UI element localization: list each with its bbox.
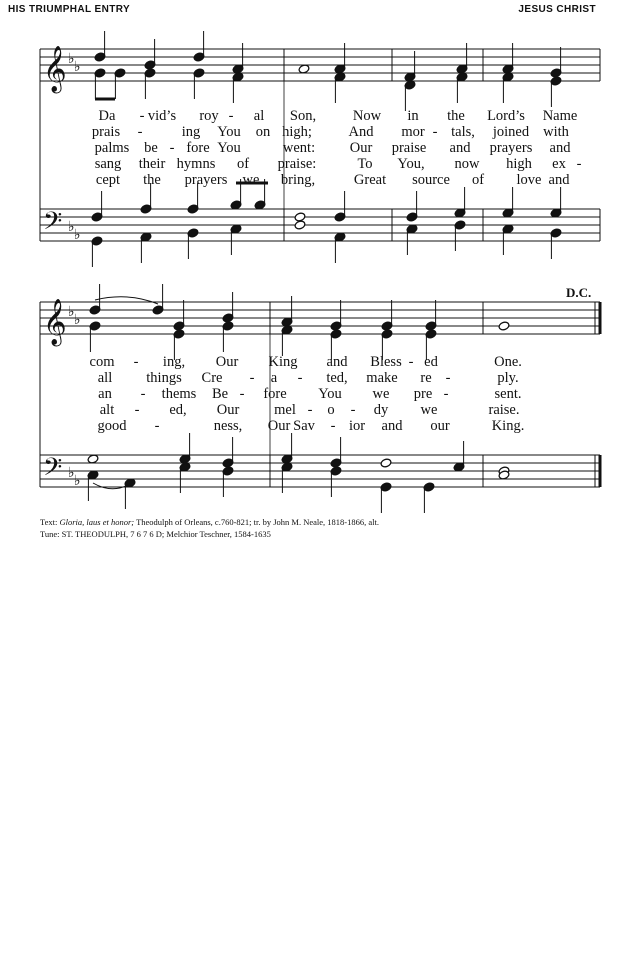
system2-verse3-syllable: pre <box>413 386 433 402</box>
system1-verse1-syllable: - <box>228 108 234 124</box>
bass-staff-2 <box>40 455 600 487</box>
treble-note <box>498 321 510 331</box>
system2-verse1-syllable: ed <box>424 354 438 370</box>
system1-verse5-syllable: we <box>242 172 260 188</box>
system2-verse5-syllable: ior <box>348 418 366 434</box>
system2-verse4-syllable: we <box>420 402 438 418</box>
system2-verse3-syllable: - <box>239 386 245 402</box>
key-signature-flat: ♭ <box>74 473 81 489</box>
system1-verse3-syllable: prayers <box>489 140 533 156</box>
system1-verse1-syllable: al <box>253 108 265 124</box>
system1-verse2-syllable: with <box>543 124 569 140</box>
system1-verse5-syllable: love <box>516 172 542 188</box>
system1-verse4-syllable: their <box>138 156 166 172</box>
system1-verse5-syllable: the <box>143 172 161 188</box>
system1-verse5-syllable: and <box>548 172 570 188</box>
key-signature-flat: ♭ <box>68 219 75 235</box>
bass-note <box>380 458 392 468</box>
system2-verse2-syllable: things <box>146 370 182 386</box>
bass-staff-1 <box>40 209 600 241</box>
treble-clef-2: 𝄞 <box>43 299 67 345</box>
treble-staff-2 <box>40 302 600 334</box>
treble-clef-1: 𝄞 <box>43 46 67 92</box>
system2-verse2-syllable: a <box>270 370 278 386</box>
system1-verse5-syllable: source <box>412 172 450 188</box>
system2-verse3-syllable: an <box>98 386 112 402</box>
dc-marking: D.C. <box>566 285 592 300</box>
key-signature-flat: ♭ <box>68 51 75 67</box>
system2-verse4-syllable: - <box>350 402 356 418</box>
system1-verse4-syllable: high <box>506 156 532 172</box>
tune-credit: Tune: ST. THEODULPH, 7 6 7 6 D; Melchior Teschner, 1584-1635 <box>40 529 271 539</box>
system1-verse5-syllable: cept <box>95 172 121 188</box>
key-signature-flat: ♭ <box>68 304 75 320</box>
system2-verse1-syllable: com <box>89 354 115 370</box>
system2-verse2-syllable: re <box>420 370 432 386</box>
system1-verse2-syllable: high; <box>282 124 312 140</box>
system2-verse4-syllable: ed, <box>169 402 187 418</box>
system1-verse3-syllable: You <box>217 140 241 156</box>
system2-verse1-syllable: - <box>408 354 414 370</box>
running-header-left: HIS TRIUMPHAL ENTRY <box>8 4 131 15</box>
system2-verse4-syllable: raise. <box>488 402 520 418</box>
system1-verse3-syllable: be <box>144 140 158 156</box>
system2-verse4-syllable: - <box>134 402 140 418</box>
system1-verse2-syllable: And <box>348 124 374 140</box>
system2-verse1-syllable: Our <box>215 354 239 370</box>
system2-verse2-syllable: ted, <box>326 370 348 386</box>
system2-verse3-syllable: - <box>140 386 146 402</box>
system1-verse5-syllable: bring, <box>280 172 316 188</box>
system2-verse5-syllable: Sav <box>293 418 315 434</box>
system2-verse5-syllable: - <box>330 418 336 434</box>
system2-verse4-syllable: - <box>307 402 313 418</box>
system1-verse1-syllable: the <box>447 108 465 124</box>
system2-verse2-syllable: - <box>445 370 451 386</box>
key-signature-flat: ♭ <box>74 312 81 328</box>
system2-verse3-syllable: Be <box>211 386 229 402</box>
system1-verse3-syllable: Our <box>349 140 373 156</box>
system1-verse1-syllable: in <box>407 108 419 124</box>
system1-verse3-syllable: - <box>169 140 175 156</box>
treble-staff-1 <box>40 49 600 81</box>
system1-verse2-syllable: joined <box>492 124 530 140</box>
system1-verse3-syllable: palms <box>94 140 130 156</box>
system1-verse4-syllable: now <box>454 156 480 172</box>
system1-verse5-syllable: of <box>471 172 485 188</box>
system1-verse1-syllable: roy <box>199 108 219 124</box>
slur <box>93 483 130 489</box>
system2-verse5-syllable: good <box>97 418 127 434</box>
system2-verse5-syllable: our <box>430 418 450 434</box>
system1-verse5-syllable: Great <box>353 172 387 188</box>
system1-verse3-syllable: praise <box>391 140 427 156</box>
system1-verse4-syllable: ex <box>552 156 566 172</box>
bass-note <box>294 212 306 222</box>
system2-verse3-syllable: thems <box>161 386 197 402</box>
system1-verse3-syllable: went: <box>282 140 316 156</box>
system1-verse1-syllable: vid’s <box>147 108 177 124</box>
system2-verse2-syllable: - <box>297 370 303 386</box>
system2-verse1-syllable: - <box>133 354 139 370</box>
system2-verse2-syllable: ply. <box>497 370 519 386</box>
system1-verse2-syllable: ing <box>181 124 201 140</box>
system2-verse5-syllable: and <box>381 418 403 434</box>
system2-verse4-syllable: mel <box>274 402 296 418</box>
system2-verse4-syllable: alt <box>99 402 115 418</box>
system1-verse3-syllable: and <box>449 140 471 156</box>
system2-verse1-syllable: ing, <box>162 354 186 370</box>
system2-verse5-syllable: - <box>154 418 160 434</box>
system1-verse4-syllable: To <box>357 156 373 172</box>
key-signature-flat: ♭ <box>68 465 75 481</box>
system1-verse1-syllable: Lord’s <box>487 108 525 124</box>
system1-verse4-syllable: sang <box>94 156 122 172</box>
system2-verse5-syllable: ness, <box>213 418 243 434</box>
system1-verse2-syllable: tals, <box>451 124 475 140</box>
text-credit: Text: Gloria, laus et honor; Theodulph of Orleans, c.760-821; tr. by John M. Neale, 1818-1866, alt. <box>40 517 379 527</box>
system1-verse2-syllable: on <box>255 124 271 140</box>
system1-verse4-syllable: You, <box>397 156 425 172</box>
system2-verse2-syllable: - <box>249 370 255 386</box>
system1-verse2-syllable: - <box>432 124 438 140</box>
system1-verse4-syllable: praise: <box>277 156 317 172</box>
system1-verse1-syllable: Now <box>352 108 382 124</box>
system1-verse2-syllable: You <box>217 124 241 140</box>
tie <box>95 297 158 304</box>
system1-verse2-syllable: prais <box>91 124 121 140</box>
system2-verse2-syllable: make <box>366 370 398 386</box>
system1-verse1-syllable: Son, <box>289 108 317 124</box>
system2-verse1-syllable: Bless <box>370 354 402 370</box>
system2-verse1-syllable: King <box>268 354 298 370</box>
system2-verse5-syllable: King. <box>491 418 525 434</box>
system2-verse4-syllable: o <box>327 402 335 418</box>
system2-verse3-syllable: You <box>318 386 342 402</box>
system2-verse4-syllable: Our <box>216 402 240 418</box>
system1-verse4-syllable: - <box>576 156 582 172</box>
system1-verse4-syllable: hymns <box>176 156 216 172</box>
system1-verse3-syllable: and <box>549 140 571 156</box>
credits <box>40 516 379 540</box>
system1-verse3-syllable: fore <box>186 140 210 156</box>
system2-verse2-syllable: all <box>97 370 113 386</box>
system2-verse1-syllable: and <box>326 354 348 370</box>
system2-verse3-syllable: fore <box>263 386 287 402</box>
system1-verse2-syllable: mor <box>401 124 425 140</box>
system1-verse1-syllable: Da <box>98 108 116 124</box>
key-signature-flat: ♭ <box>74 59 81 75</box>
system2-verse5-syllable: Our <box>267 418 291 434</box>
system2-verse3-syllable: - <box>443 386 449 402</box>
running-header-right: JESUS CHRIST <box>518 4 596 15</box>
system1-verse4-syllable: of <box>236 156 250 172</box>
system1-verse1-syllable: - <box>139 108 145 124</box>
bass-clef-1: 𝄢 <box>43 207 63 242</box>
bass-note <box>294 220 306 230</box>
system2-verse3-syllable: we <box>372 386 390 402</box>
system2-verse3-syllable: sent. <box>494 386 522 402</box>
system1-verse1-syllable: Name <box>542 108 578 124</box>
system2-verse4-syllable: dy <box>373 402 389 418</box>
bass-clef-2: 𝄢 <box>43 453 63 488</box>
system2-verse2-syllable: Cre <box>201 370 223 386</box>
system1-verse5-syllable: prayers <box>184 172 228 188</box>
system2-verse1-syllable: One. <box>494 354 522 370</box>
key-signature-flat: ♭ <box>74 227 81 243</box>
system1-verse2-syllable: - <box>137 124 143 140</box>
